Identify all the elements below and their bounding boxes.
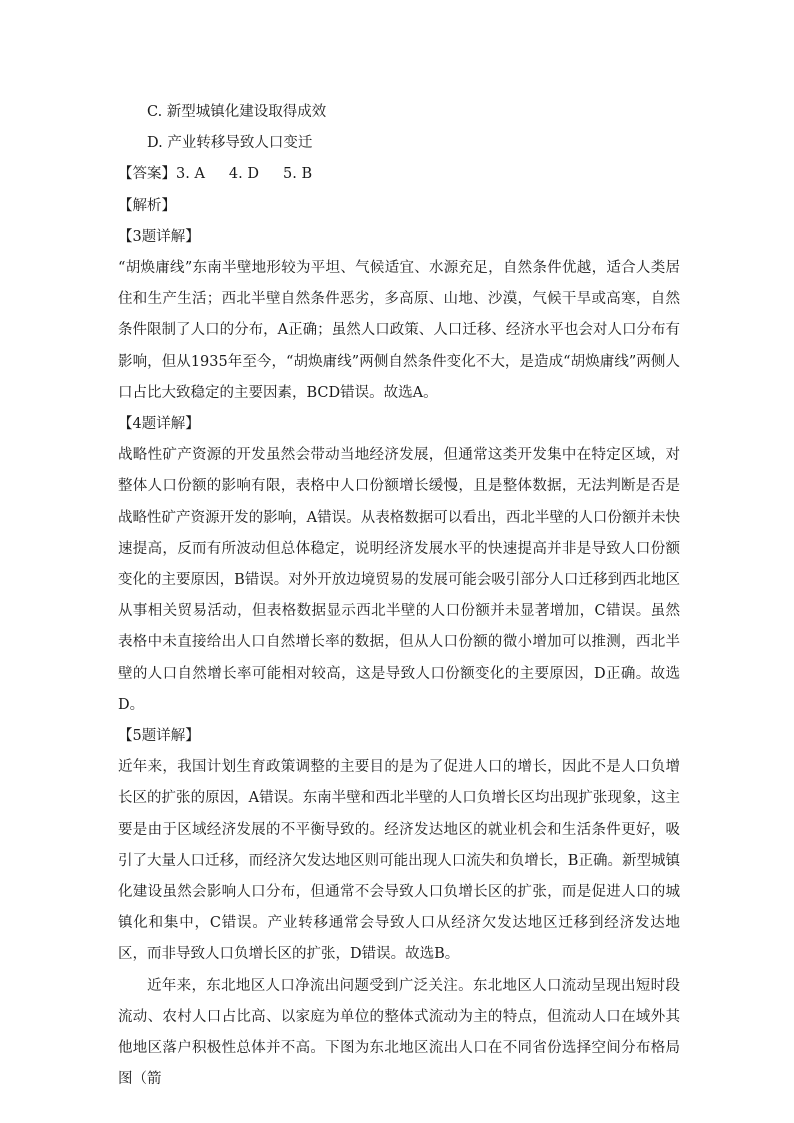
- q5-explanation: 近年来，我国计划生育政策调整的主要目的是为了促进人口的增长，因此不是人口负增长区的扩张的原因，A错误。东南半壁和西北半壁的人口负增长区均出现扩张现象，这主要是由于区域经济发展的不平衡导致的。经济发达地区的就业机会和生活条件更好，吸引了大量人口迁移，而经济欠发达地区则可能出现人口流失和负增长，B正确。新型城镇化建设虽然会影响人口分布，但通常不会导致人口负增长区的扩张，而是促进人口的城镇化和集中，C错误。产业转移通常会导致人口从经济欠发达地区迁移到经济发达地区，而非导致人口负增长区的扩张，D错误。故选B。: [118, 759, 680, 963]
- q4-heading: 【4题详解】: [118, 415, 200, 432]
- answer-item-3: 3. A: [176, 166, 205, 183]
- q5-heading: 【5题详解】: [118, 727, 200, 744]
- answer-label: 【答案】: [118, 166, 176, 183]
- q3-heading: 【3题详解】: [118, 228, 200, 245]
- answer-item-4: 4. D: [228, 166, 259, 183]
- option-c: C. 新型城镇化建设取得成效: [147, 104, 327, 120]
- q4-explanation: 战略性矿产资源的开发虽然会带动当地经济发展，但通常这类开发集中在特定区域，对整体人口份额的影响有限，表格中人口份额增长缓慢，且是整体数据，无法判断是否是战略性矿产资源开发的影响，A错误。从表格数据可以看出，西北半壁的人口份额并未快速提高，反而有所波动但总体稳定，说明经济发展水平的快速提高并非是导致人口份额变化的主要原因，B错误。对外开放边境贸易的发展可能会吸引部分人口迁移到西北地区从事相关贸易活动，但表格数据显示西北半壁的人口份额并未显著增加，C错误。虽然表格中未直接给出人口自然增长率的数据，但从人口份额的微小增加可以推测，西北半壁的人口自然增长率可能相对较高，这是导致人口份额变化的主要原因，D正确。故选D。: [118, 447, 680, 713]
- document-page: [118, 97, 680, 1095]
- q3-explanation: “胡焕庸线”东南半壁地形较为平坦、气候适宜、水源充足，自然条件优越，适合人类居住和生产生活；西北半壁自然条件恶劣，多高原、山地、沙漠，气候干旱或高寒，自然条件限制了人口的分布，A正确；虽然人口政策、人口迁移、经济水平也会对人口分布有影响，但从1935年至今，“胡焕庸线”两侧自然条件变化不大，是造成“胡焕庸线”两侧人口占比大致稳定的主要因素，BCD错误。故选A。: [118, 259, 680, 401]
- analysis-label: 【解析】: [118, 197, 176, 214]
- option-d: D. 产业转移导致人口变迁: [147, 135, 313, 152]
- answer-line: [118, 159, 680, 190]
- answer-item-5: 5. B: [283, 166, 313, 183]
- intro-paragraph: 近年来，东北地区人口净流出问题受到广泛关注。东北地区人口流动呈现出短时段流动、农村人口占比高、以家庭为单位的整体式流动为主的特点，但流动人口在域外其他地区落户积极性总体并不高。下图为东北地区流出人口在不同省份选择空间分布格局图（箭: [118, 977, 680, 1088]
